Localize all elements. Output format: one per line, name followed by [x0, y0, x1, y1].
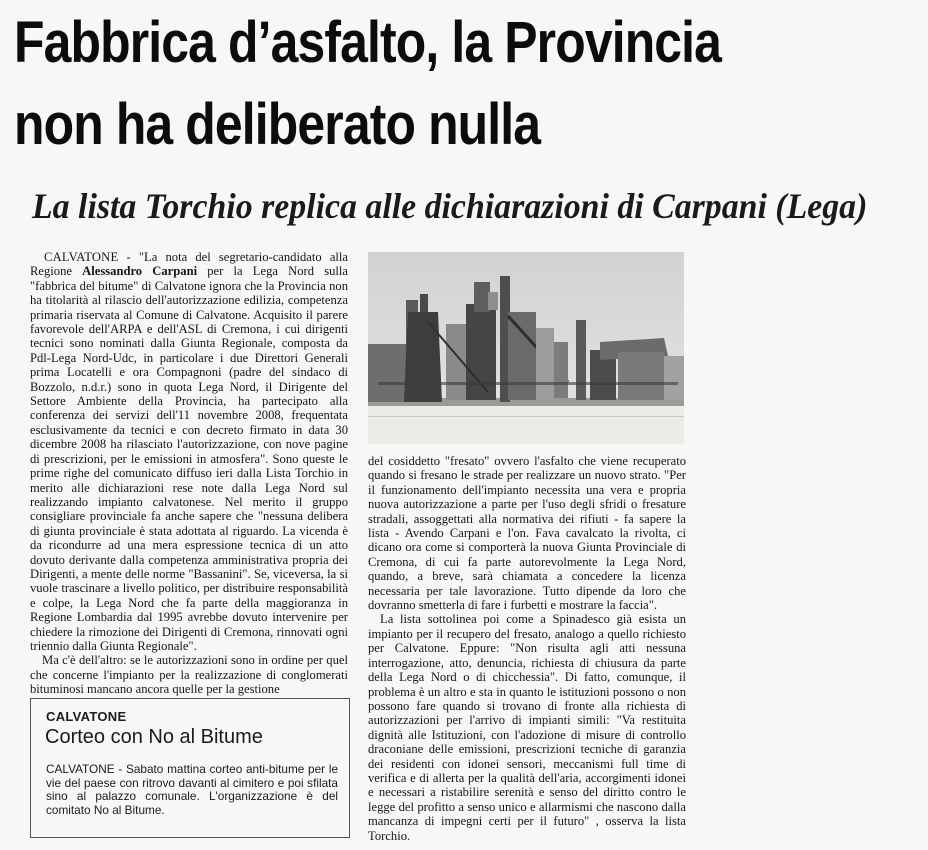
- article-column-1: [30, 250, 349, 697]
- dateline-separator: -: [118, 250, 139, 264]
- headline-line-1: Fabbrica d’asfalto, la Provincia: [14, 10, 722, 75]
- article-column-2: [368, 454, 686, 846]
- headline-line-2: non ha deliberato nulla: [14, 92, 541, 157]
- paragraph-2-continued: del cosiddetto "fresato" ovvero l'asfalto che viene recuperato quando si fresano le strade per realizzare un nuovo strato. "Per il funzionamento dell'impianto necessita una vera e propria nuova autorizzazione a parte per l'uso degli sfridi o fresature stradali, assoggettati alla normativa dei rifiuti - fa sapere la lista - Avendo Carpani e l'on. Fava cavalcato la rivolta, ci dicano ora come si comporterà la nuova Giunta Provinciale di Cremona, di cui fa parte autorevolmente la Lega Nord, quando, a breve, sarà chiamata a concedere la licenza necessaria per tale lavorazione. Tutto dipende da loro che dovranno smetterla di fare i furbetti e mostrare la faccia".: [368, 454, 686, 613]
- box-body: CALVATONE - Sabato mattina corteo anti-bitume per le vie del paese con ritrovo davanti al cimitero e poi sfilata sino al palazzo comunale. L'organizzazione è del comitato No al Bitume.: [46, 762, 338, 817]
- lead-paragraph: [30, 250, 348, 653]
- box-heading: Corteo con No al Bitume: [45, 726, 263, 748]
- subtitle: La lista Torchio replica alle dichiarazioni di Carpani (Lega): [32, 186, 868, 226]
- lead-text-a: "La nota del segretario-candidato alla Regione: [30, 250, 349, 279]
- paragraph-2-start: Ma c'è dell'altro: se le autorizzazioni sono in ordine per quel che concerne l'impianto per la realizzazione di conglomerati bituminosi mancano ancora quelle per la gestione: [30, 653, 348, 697]
- sidebar-box: [30, 698, 350, 838]
- box-kicker: CALVATONE: [46, 709, 127, 724]
- paragraph-3: La lista sottolinea poi come a Spinadesco già esista un impianto per il recupero del fresato, analogo a quello richiesto per Calvatone. Eppure: "Non risulta agli atti nessuna interrogazione, atto, denuncia, richiesta di chiusura da parte della Lega Nord o di chicchessia". Di fatto, comunque, il problema è un altro e sta in quanto le istituzioni possono o non possono fare quando si trovano di fronte alla richiesta di autorizzazioni per l'arrivo di impianti simili: "Va restituita dignità alle Istituzioni, con l'adozione di misure di controllo draconiane delle emissioni, prescrizioni tecniche di garanzia dei residenti con idonei sensori, meccanismi full time di verifica e di allerta per la qualità dell'aria, accorgimenti idonei e necessari a ristabilire serenità e senso del diritto contro le legge del profitto a senso unico e allarmismi che nascono dalla mancanza di impegni certi per il futuro" , osserva la lista Torchio.: [368, 612, 686, 843]
- lead-text-b: per la Lega Nord sulla "fabbrica del bitume" di Calvatone ignora che la Provincia non ha titolarità al rilascio dell'autorizzazione edilizia, competenza primaria riservata al Comune di Calvatone. Acquisito il parere favorevole dell'ARPA e dell'ASL di Cremona, i cui dirigenti tecnici sono nominati dalla Giunta Regionale, composta da Pdl-Lega Nord-Udc, in particolare i due Direttori Generali prima Locatelli e ora Compagnoni (padre del sindaco di Bozzolo, n.d.r.) sono in quota Lega Nord, il Dirigente del Settore Ambiente della Provincia, ha partecipato alla conferenza dei servizi dell'11 novembre 2008, frequentata esclusivamente da tecnici e con decreto firmato in data 30 dicembre 2008 ha rilasciato l'autorizzazione, con nove pagine di prescrizioni, per le emissioni in atmosfera". Sono queste le prime righe del comunicato diffuso ieri dalla Lista Torchio in merito alle dichiarazioni rese note dalla Lega Nord sul realizzando impianto calvatonese. Nel merito il gruppo consigliare provinciale fa anche sapere che "nessuna delibera di giunta provinciale è stata adottata al riguardo. La vicenda è da ricondurre ad una mera espressione tecnica di un atto dovuto derivante dalla competenza amministrativa propria dei Dirigenti, a mente delle norme "Bassanini". Se, viceversa, la si vuole trascinare a livello politico, per distribuire responsabilità e colpe, la Lega Nord che fa parte della maggioranza in Regione Lombardia dal 1995 avrebbe dovuto intervenire per chiedere la rimozione dei Dirigenti di Cremona, rinnovati ogni triennio dalla Giunta Regionale".: [30, 264, 348, 653]
- person-name: Alessandro Carpani: [82, 264, 198, 279]
- dateline: CALVATONE: [44, 250, 119, 264]
- asphalt-plant-photo: [368, 252, 684, 444]
